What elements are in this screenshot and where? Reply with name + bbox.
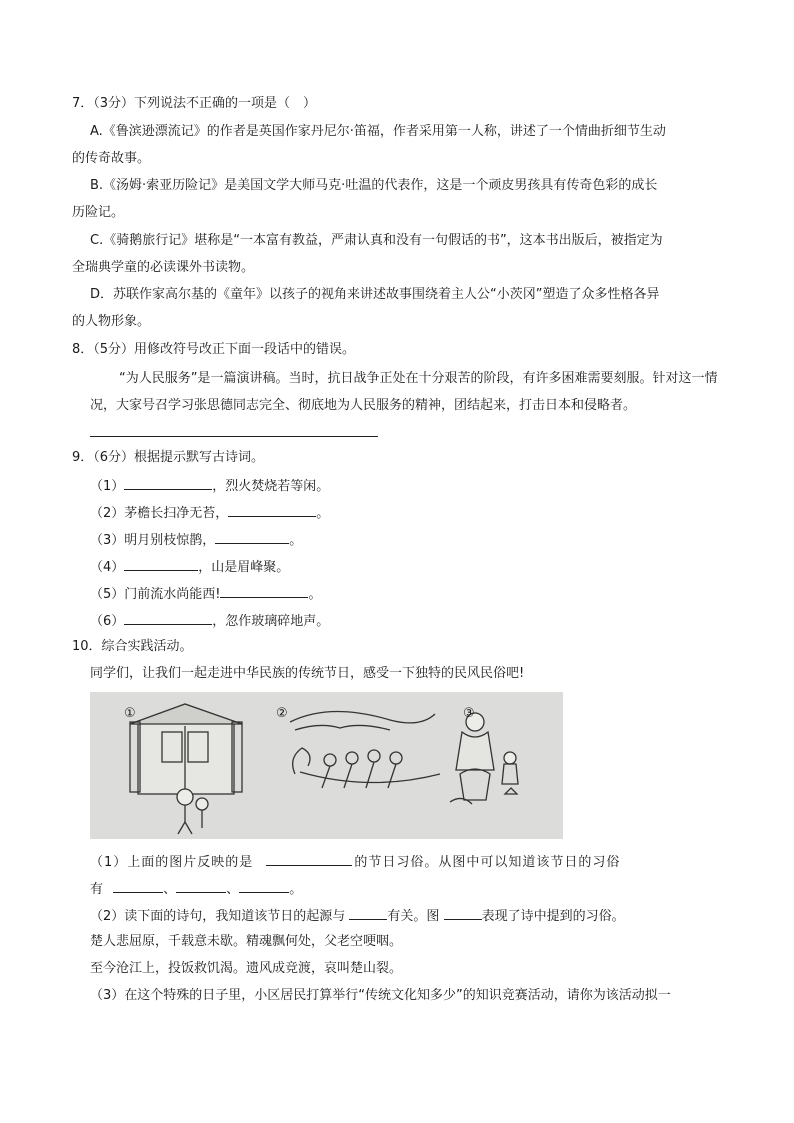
panel-2-dragon-boat: [290, 711, 440, 788]
q9-item-1-prefix: （1）: [90, 479, 125, 494]
q10-sub1-blank-festival[interactable]: [266, 852, 352, 866]
q7-option-b-line1: B.《汤姆·索亚历险记》是美国文学大师马克·吐温的代表作，这是一个顽皮男孩具有传奇色彩的成长: [90, 178, 658, 193]
q7-option-a-line1: A.《鲁滨逊漂流记》的作者是英国作家丹尼尔·笛福，作者采用第一人称，讲述了一个情曲折细节生动: [90, 124, 666, 139]
figure-label-3: ③: [463, 706, 475, 721]
q9-item-6-suffix: ，忽作玻璃碎地声。: [212, 614, 330, 629]
q10-sub1-sep-1: 、: [163, 882, 177, 897]
q10-sub1-line2: [90, 879, 302, 899]
q10-sub3: （3）在这个特殊的日子里，小区居民打算举行“传统文化知多少”的知识竞赛活动，请你为该活动拟一: [90, 988, 671, 1003]
q10-stem: 10．综合实践活动。: [72, 639, 193, 654]
q9-item-3-suffix: 。: [289, 533, 303, 548]
q10-sub1-text-b: 的节日习俗。从图中可以知道该节日的习俗: [354, 855, 621, 870]
festival-illustration: [90, 692, 563, 839]
q9-item-2-suffix: 。: [316, 506, 330, 521]
q10-intro: 同学们，让我们一起走进中华民族的传统节日，感受一下独特的民风民俗吧!: [90, 666, 525, 681]
q10-sub1-text-c: 有: [90, 882, 104, 897]
q10-sub1-blank-custom-2[interactable]: [176, 879, 226, 893]
q7-option-a-line2: 的传奇故事。: [72, 151, 151, 166]
q10-sub2-text-a: （2）读下面的诗句，我知道该节日的起源与: [90, 909, 346, 924]
q9-blank-4[interactable]: [124, 557, 198, 571]
q9-item-5-prefix: （5）门前流水尚能西!: [90, 587, 221, 602]
q9-blank-5[interactable]: [220, 584, 308, 598]
q8-stem: 8．（5分）用修改符号改正下面一段话中的错误。: [72, 342, 356, 357]
q10-sub2: [90, 906, 625, 926]
q10-sub2-blank-picture[interactable]: [444, 906, 482, 920]
q10-sub2-text-c: 表现了诗中提到的习俗。: [481, 909, 625, 924]
q9-item-2: [90, 503, 329, 523]
q8-passage: “为人民服务”是一篇演讲稿。当时，抗日战争正处在十分艰苦的阶段，有许多困难需要刻服。针对这一情况，大家号召学习张思德同志完全、彻底地为人民服务的精神，团结起来，打击日本和侵略者。: [90, 371, 718, 413]
q7-stem: 7．（3分）下列说法不正确的一项是（ ）: [72, 96, 317, 111]
q9-item-6: [90, 611, 329, 631]
q9-blank-3[interactable]: [215, 530, 289, 544]
q9-item-4: [90, 557, 289, 577]
q7-option-d-line1: D．苏联作家高尔基的《童年》以孩子的视角来讲述故事围绕着主人公“小茨冈”塑造了众多性格各异: [90, 287, 660, 302]
figure-label-2: ②: [276, 706, 288, 721]
q10-sub1-sep-2: 、: [226, 882, 240, 897]
q10-sub2-blank-origin[interactable]: [349, 906, 387, 920]
q9-item-1: [90, 476, 329, 496]
panel-1-house-scene: [130, 704, 242, 834]
q9-item-3: [90, 530, 302, 550]
q7-option-c-line2: 全瑞典学童的必读课外书读物。: [72, 260, 255, 275]
q9-blank-6[interactable]: [124, 611, 212, 625]
festival-illustration-drawing: [90, 692, 563, 839]
q9-item-4-prefix: （4）: [90, 560, 125, 575]
q10-sub1-blank-custom-3[interactable]: [239, 879, 289, 893]
q10-sub1-line1: [90, 852, 620, 872]
q9-blank-1[interactable]: [124, 476, 212, 490]
q10-sub1-blank-custom-1[interactable]: [113, 879, 163, 893]
q9-item-5-suffix: 。: [308, 587, 322, 602]
q9-item-2-prefix: （2）茅檐长扫净无苔，: [90, 506, 229, 521]
q9-item-3-prefix: （3）明月别枝惊鹊，: [90, 533, 216, 548]
q10-poem-line1: 楚人悲屈原，千载意未歇。精魂飘何处，父老空哽咽。: [90, 934, 403, 949]
q9-item-1-suffix: ，烈火焚烧若等闲。: [212, 479, 330, 494]
q8-answer-line[interactable]: [90, 436, 378, 437]
q10-sub2-text-b: 有关。图: [387, 909, 440, 924]
q9-stem: 9．（6分）根据提示默写古诗词。: [72, 450, 265, 465]
q7-option-b-line2: 历险记。: [72, 205, 125, 220]
q7-option-d-line2: 的人物形象。: [72, 314, 151, 329]
q10-sub1-text-a: （1）上面的图片反映的是: [90, 855, 254, 870]
q10-sub1-end: 。: [289, 882, 303, 897]
figure-label-1: ①: [124, 706, 136, 721]
q9-item-5: [90, 584, 322, 604]
q7-option-c-line1: C.《骑鹅旅行记》堪称是“一本富有教益，严肃认真和没有一句假话的书”，这本书出版后，被指定为: [90, 233, 663, 248]
q10-poem-line2: 至今沧江上，投饭救饥渴。遗风成竞渡，哀叫楚山裂。: [90, 961, 403, 976]
q9-item-4-suffix: ，山是眉峰聚。: [198, 560, 290, 575]
q9-item-6-prefix: （6）: [90, 614, 125, 629]
q9-blank-2[interactable]: [228, 503, 316, 517]
panel-3-zongzi-making: [450, 713, 518, 804]
